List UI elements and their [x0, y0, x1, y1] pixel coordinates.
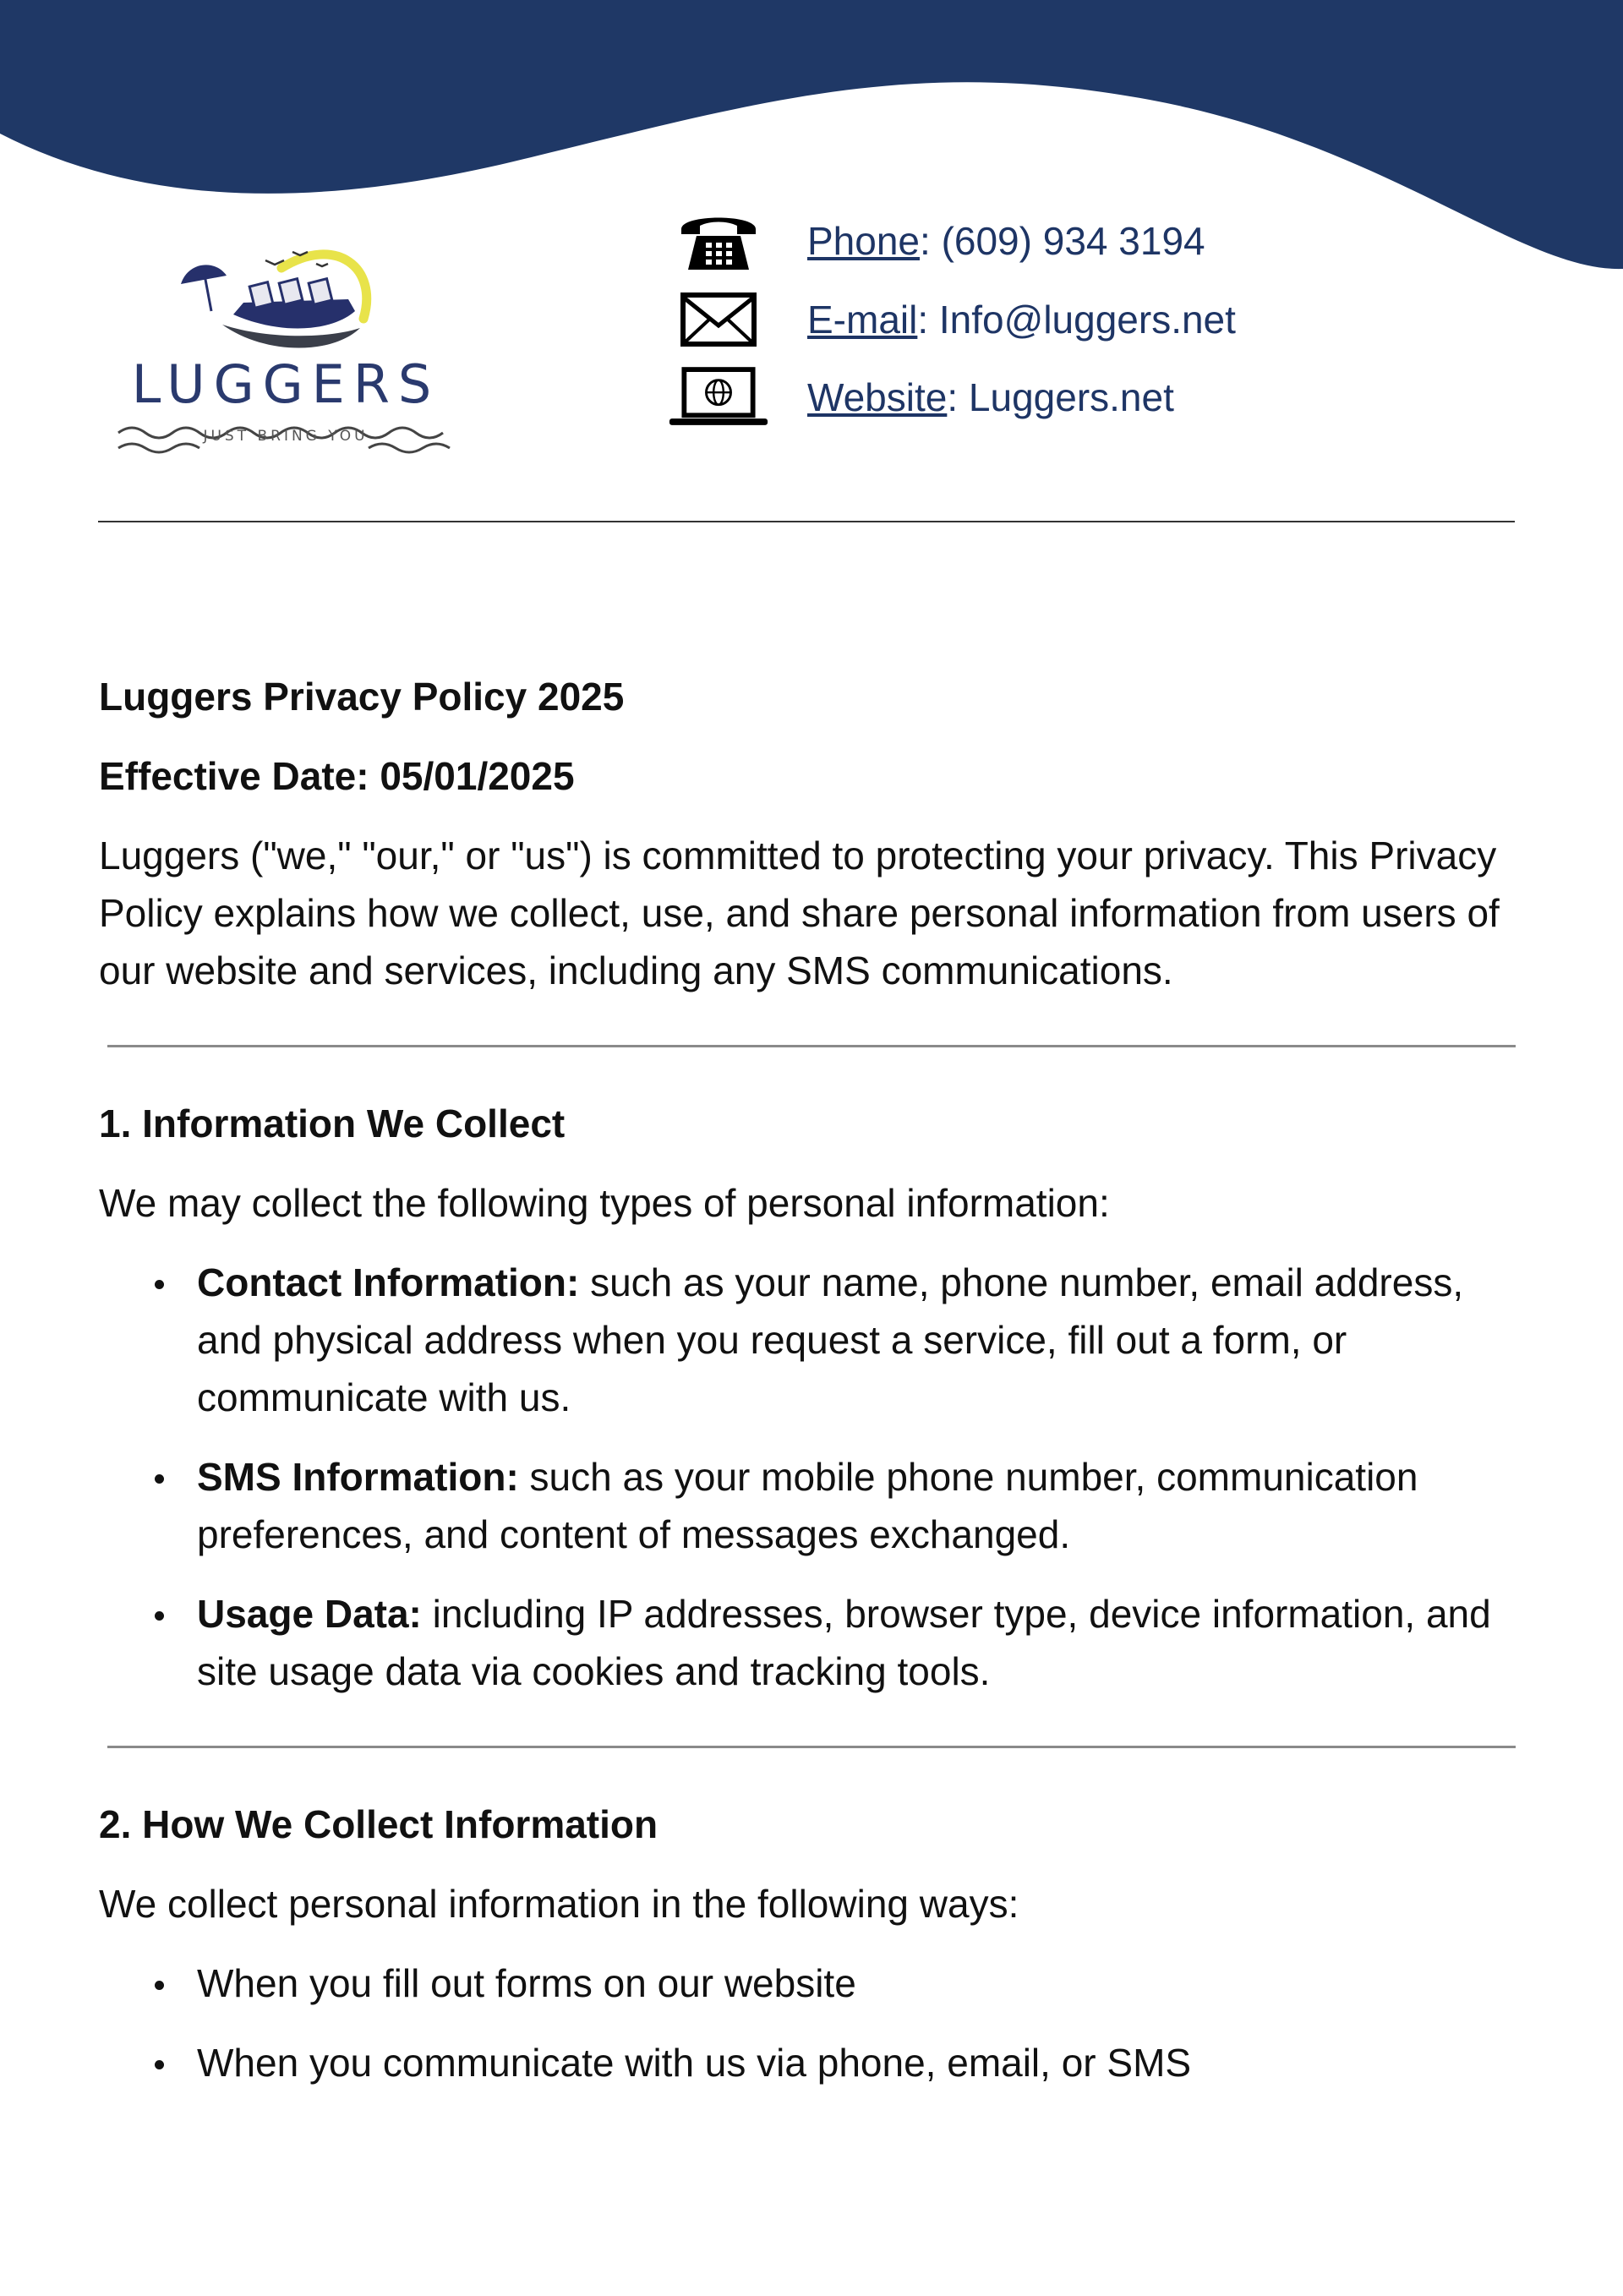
list-item-term: Contact Information:: [197, 1260, 580, 1304]
header-divider: [98, 521, 1515, 522]
luggers-logo: [108, 230, 463, 458]
list-item: [197, 1254, 1519, 1426]
list-item: When you communicate with us via phone, email, or SMS: [197, 2034, 1519, 2091]
laptop-globe-icon: [668, 364, 769, 431]
section-1-heading: 1. Information We Collect: [99, 1102, 566, 1145]
section-divider: [107, 1045, 1516, 1047]
section-divider: [107, 1746, 1516, 1748]
contact-website-row: [668, 364, 1174, 431]
intro-paragraph: Luggers ("we," "our," or "us") is committed to protecting your privacy. This Privacy Policy explains how we collect, use, and share personal information from users of our website and services, including any SMS communications.: [99, 834, 1500, 992]
list-item-text: such as your name, phone number, email address, and physical address when you request a service, fill out a form, or communicate with us.: [197, 1260, 1464, 1419]
section-2-list: [99, 1954, 1519, 2091]
email-label[interactable]: E-mail: [807, 298, 918, 342]
list-item-text: including IP addresses, browser type, device information, and site usage data via cookies and tracking tools.: [197, 1592, 1491, 1693]
email-value: : Info@luggers.net: [917, 298, 1236, 342]
logo-wordmark: LUGGERS: [131, 353, 440, 415]
envelope-icon: [668, 286, 769, 353]
logo-tagline: JUST BRING YOU: [203, 428, 369, 445]
website-value: : Luggers.net: [947, 375, 1174, 419]
contact-phone-row: [668, 207, 1205, 275]
section-1-lead: We may collect the following types of personal information:: [99, 1181, 1110, 1225]
list-item: [197, 1448, 1519, 1563]
section-2-heading: 2. How We Collect Information: [99, 1802, 658, 1846]
section-1-list: [99, 1254, 1519, 1700]
phone-icon: [668, 207, 769, 275]
phone-label[interactable]: Phone: [807, 219, 921, 263]
list-item: [197, 1585, 1519, 1700]
website-label[interactable]: Website: [807, 375, 948, 419]
list-item-text: such as your mobile phone number, communication preferences, and content of messages exchanged.: [197, 1455, 1418, 1556]
logo-emblem: [108, 230, 463, 365]
effective-date: Effective Date: 05/01/2025: [99, 754, 575, 798]
policy-content: [99, 668, 1519, 2113]
section-2-lead: We collect personal information in the following ways:: [99, 1882, 1019, 1926]
list-item: When you fill out forms on our website: [197, 1954, 1519, 2012]
list-item-term: Usage Data:: [197, 1592, 422, 1636]
phone-value: : (609) 934 3194: [920, 219, 1205, 263]
list-item-term: SMS Information:: [197, 1455, 519, 1499]
contact-email-row: [668, 286, 1236, 353]
document-title: Luggers Privacy Policy 2025: [99, 675, 625, 719]
